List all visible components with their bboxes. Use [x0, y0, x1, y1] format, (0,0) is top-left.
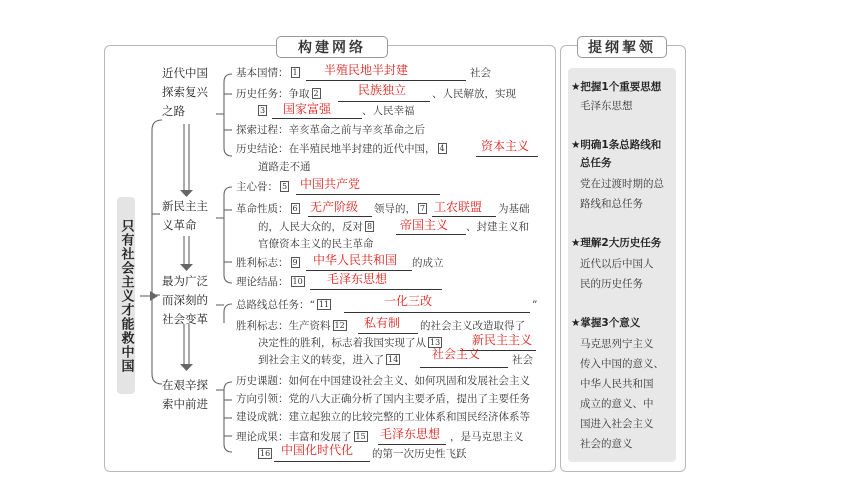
- root-label: 只有社会主义才能救中国: [117, 197, 135, 394]
- theoretical-crystallization: 理论结晶： 10: [236, 276, 303, 288]
- goal-text: 国进入社会主义: [580, 418, 654, 430]
- answer-3: 国家富强: [283, 102, 332, 116]
- general-line: 总路线总任务：“ 11: [236, 299, 330, 311]
- transformation-victory: 胜利标志：生产资料 12: [236, 320, 345, 332]
- goal-heading-2-cont: 总任务: [580, 157, 612, 169]
- goal-text: 近代以后中国人: [580, 258, 654, 270]
- answer-1: 半殖民地半封建: [324, 63, 409, 77]
- theoretical-achievement: 理论成果：丰富和发展了 15: [236, 431, 366, 443]
- stage-label-new-democratic-revolution: 新民主主 义革命: [162, 199, 208, 232]
- answer-11: 一化三改: [384, 294, 433, 308]
- goal-heading-1: ★把握1个重要思想: [571, 81, 662, 93]
- answer-13: 新民主主义: [472, 333, 533, 347]
- answer-5: 中国共产党: [300, 177, 361, 191]
- stage-label-hard-exploration: 在艰辛探 索中前进: [162, 378, 208, 411]
- network-title: 构建网络: [276, 36, 388, 58]
- goal-heading-4: ★掌握3个意义: [571, 317, 641, 329]
- goal-text: 社会的意义: [580, 438, 633, 450]
- goal-text: 马克思列宁主义: [580, 338, 654, 350]
- answer-8: 帝国主义: [400, 218, 449, 232]
- outline-title: 提纲挈领: [577, 36, 667, 58]
- goal-text: 民的历史任务: [580, 278, 643, 290]
- stage-label-modern-exploration: 近代中国 探索复兴 之路: [162, 66, 208, 118]
- answer-14: 社会主义: [432, 347, 481, 361]
- backbone: 主心骨： 5: [236, 181, 288, 193]
- stage-label-social-transformation: 最为广泛 而深刻的 社会变革: [162, 274, 208, 326]
- goal-text: 党在过渡时期的总: [580, 178, 664, 190]
- construction-achievement: 建设成就：建立起独立的比较完整的工业体系和国民经济体系等: [236, 411, 530, 423]
- answer-6: 无产阶级: [310, 200, 359, 214]
- answer-15: 毛泽东思想: [380, 427, 441, 441]
- historical-conclusion: 历史结论：在半殖民地半封建的近代中国， 4: [236, 143, 445, 155]
- answer-9: 中华人民共和国: [313, 253, 398, 267]
- goal-heading-2: ★明确1条总路线和: [571, 139, 662, 151]
- answer-16: 中国化时代化: [281, 443, 354, 457]
- historical-task: 历史任务：争取 2: [236, 88, 319, 100]
- answer-10: 毛泽东思想: [327, 272, 388, 286]
- goal-text: 中华人民共和国: [580, 378, 654, 390]
- answer-12: 私有制: [364, 316, 401, 330]
- goal-text: 传入中国的意义、: [580, 358, 664, 370]
- exploration-process: 探索过程：辛亥革命之前与辛亥革命之后: [236, 124, 425, 136]
- goal-text: 成立的意义、中: [580, 398, 654, 410]
- victory-mark: 胜利标志： 9: [236, 257, 298, 269]
- goal-heading-3: ★理解2大历史任务: [571, 237, 662, 249]
- goal-text: 路线和总任务: [580, 198, 643, 210]
- answer-7: 工农联盟: [434, 200, 483, 214]
- historical-topic: 历史课题：如何在中国建设社会主义、如何巩固和发展社会主义: [236, 375, 530, 387]
- answer-2: 民族独立: [358, 83, 407, 97]
- answer-4: 资本主义: [481, 139, 530, 153]
- goal-text: 毛泽东思想: [580, 100, 633, 112]
- direction-guidance: 方向引领：党的八大正确分析了国内主要矛盾，提出了主要任务: [236, 393, 530, 405]
- revolution-nature: 革命性质： 6: [236, 203, 298, 215]
- basic-national-condition: 基本国情： 1: [236, 67, 298, 79]
